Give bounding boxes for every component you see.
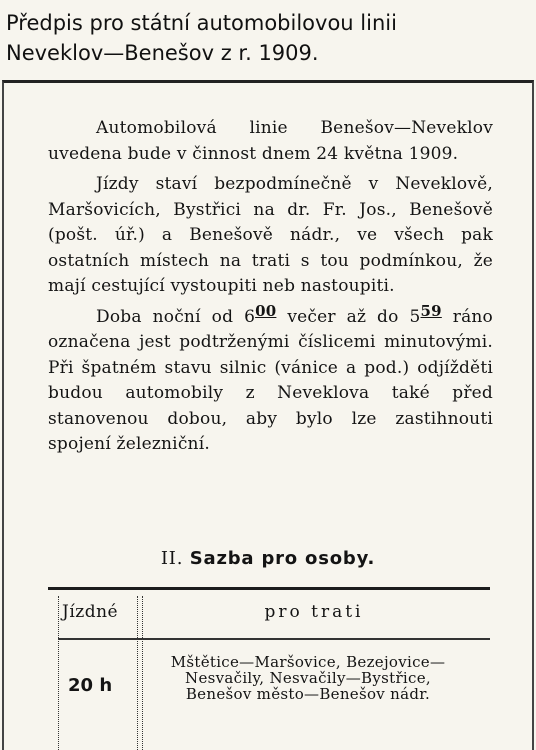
body-text: [48, 116, 493, 463]
route-stations: Mštětice—Maršovice, Bezejovice—Nesvačily, Nesvačily—Bystřice, Benešov město—Benešov nádr.: [170, 653, 446, 703]
section-number: II.: [160, 548, 184, 569]
paragraph-3: [48, 301, 493, 458]
table-top-rule: [48, 587, 490, 590]
header-divider: [58, 638, 490, 640]
fare-column-header: Jízdné: [62, 602, 119, 622]
minute-superscript-1: 00: [255, 301, 277, 320]
title-line-2: Neveklov—Benešov z r. 1909.: [6, 41, 319, 65]
minute-superscript-2: 59: [420, 301, 442, 320]
paragraph-3-mid: večer až do 5: [276, 306, 421, 327]
paragraph-1: Automobilová linie Benešov—Neveklov uvedena bude v činnost dnem 24 května 1909.: [48, 118, 493, 164]
paragraph-3-end: ráno označena jest podtrženými číslicemi minutovými. Při špatném stavu silnic (vánice a pod.) odjížděti budou automobily z Neveklova také před stanovenou dobou, aby bylo lze zastihnouti spojení železniční.: [48, 306, 493, 454]
section-heading: [0, 548, 536, 569]
fare-price: 20 h: [68, 675, 113, 696]
paragraph-3-start: Doba noční od 6: [96, 306, 256, 327]
paragraph-2: Jízdy staví bezpodmínečně v Neveklově, Maršovicích, Bystřici na dr. Fr. Jos., Benešově (pošt. úř.) a Benešově nádr., ve všech pak ostatních místech na trati s tou podmínkou, že mají cestující vystoupiti neb nastoupiti.: [48, 174, 493, 296]
document-title: [6, 8, 526, 68]
route-column-header: pro trati: [264, 602, 364, 622]
title-line-1: Předpis pro státní automobilovou linii: [6, 11, 397, 35]
fare-table: [58, 596, 490, 750]
section-title: Sazba pro osoby.: [189, 548, 376, 569]
